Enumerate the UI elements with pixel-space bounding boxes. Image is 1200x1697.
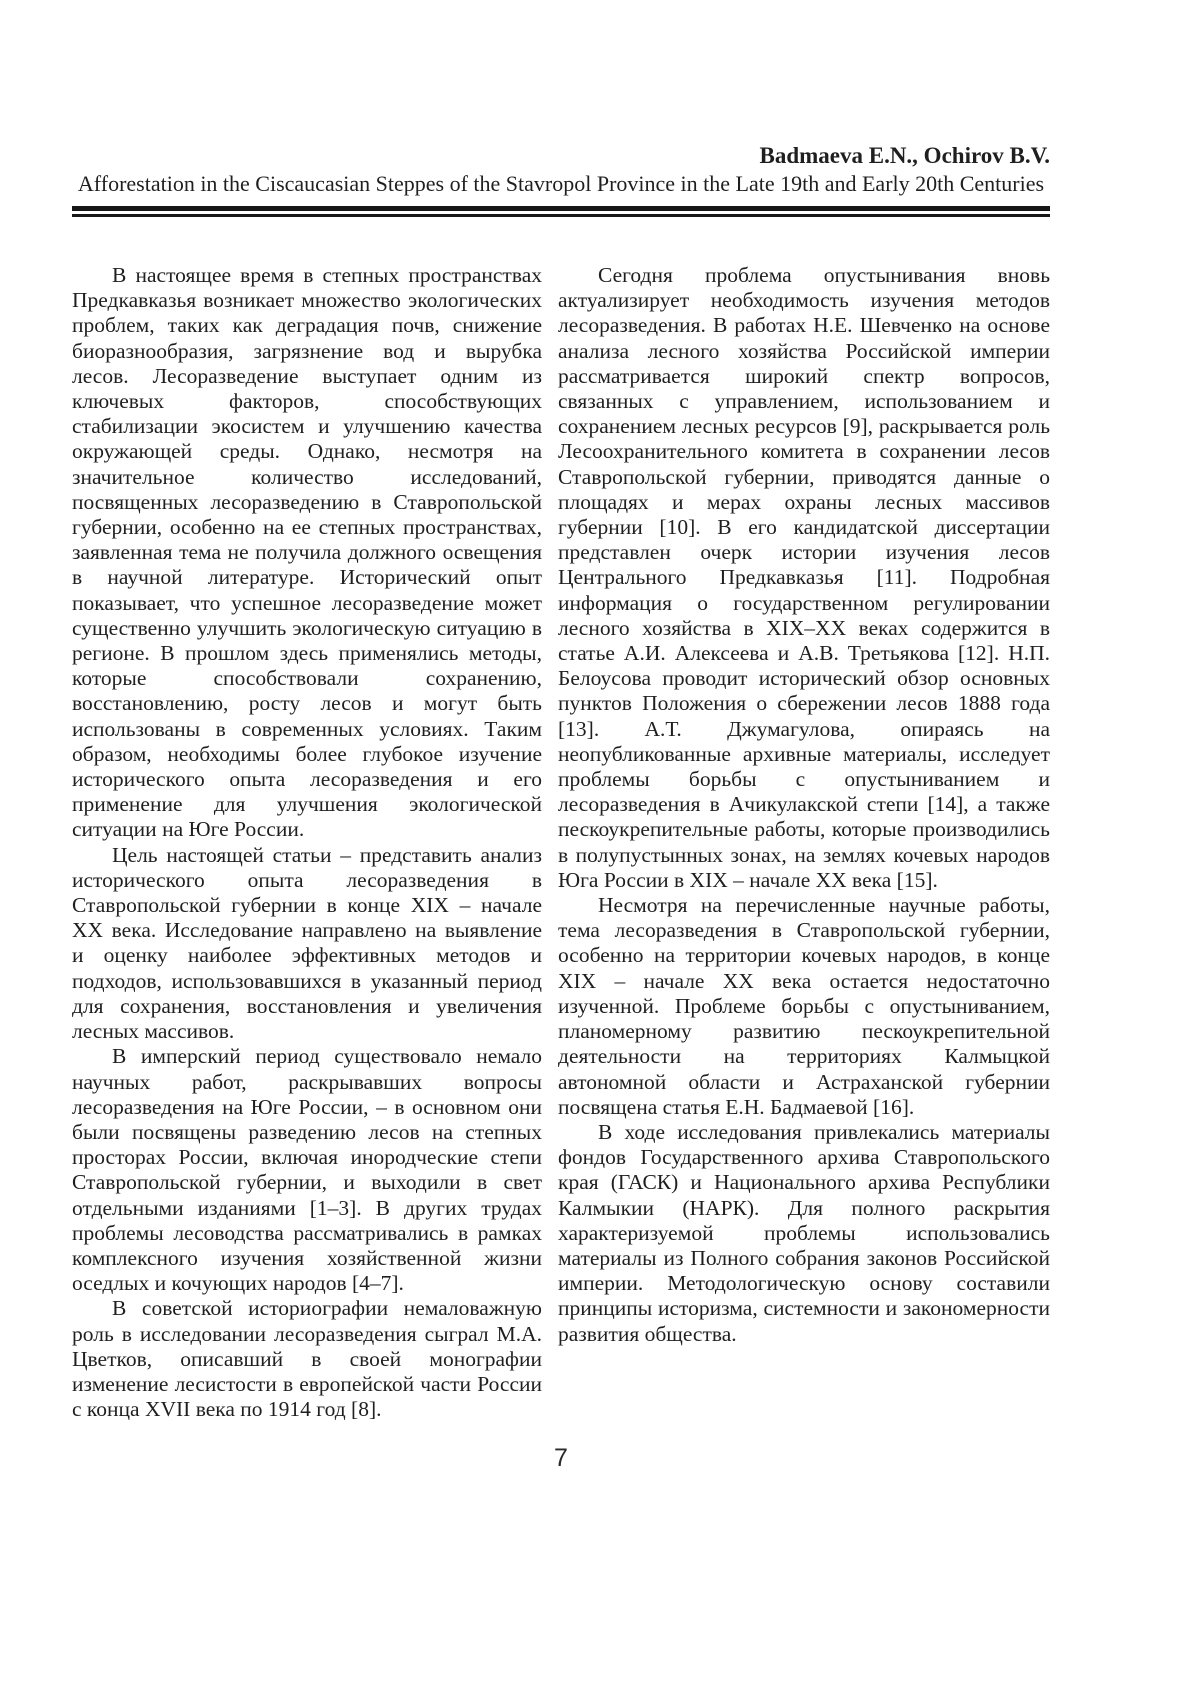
paragraph: Несмотря на перечисленные научные работы, тема лесоразведения в Ставропольской губернии, особенно на территории кочевых народов, в конце XIX – начале XX века остается недостаточно изученной. Проблеме борьбы с опустыниванием, планомерному развитию пескоукрепительной деятельности на территориях Калмыцкой автономной области и Астраханской губернии посвящена статья Е.Н. Бадмаевой [16]. [558,893,1050,1119]
paragraph: В ходе исследования привлекались материалы фондов Государственного архива Ставропольского края (ГАСК) и Национального архива Республики Калмыкии (НАРК). Для полного раскрытия характеризуемой проблемы использовались материалы из Полного собрания законов Российской империи. Методологическую основу составили принципы историзма, системности и закономерности развития общества. [558,1119,1050,1346]
header-double-rule [72,206,1050,217]
text-block [72,0,1050,1422]
running-head-authors: Badmaeva E.N., Ochirov B.V. [759,143,1050,168]
column-right [558,263,1050,1422]
column-left [72,263,542,1422]
page-number: 7 [554,1444,568,1472]
paragraph: В советской историографии немаловажную роль в исследовании лесоразведения сыграл М.А. Цветков, описавший в своей монографии изменение лесистости в европейской части России с конца XVII века по 1914 год [8]. [72,1296,542,1422]
running-head-title: Afforestation in the Ciscaucasian Steppes of the Stavropol Province in the Late 19th and Early 20th Centuries [77,171,1045,196]
running-head [72,0,1050,217]
paragraph: В имперский период существовало немало научных работ, раскрывавших вопросы лесоразведения на Юге России, – в основном они были посвящены разведению лесов на степных просторах России, включая инородческие степи Ставропольской губернии, и выходили в свет отдельными изданиями [1–3]. В других трудах проблемы лесоводства рассматривались в рамках комплексного изучения хозяйственной жизни оседлых и кочующих народов [4–7]. [72,1044,542,1296]
paragraph: Цель настоящей статьи – представить анализ исторического опыта лесоразведения в Ставропольской губернии в конце XIX – начале XX века. Исследование направлено на выявление и оценку наиболее эффективных методов и подходов, использовавшихся в указанный период для сохранения, восстановления и увеличения лесных массивов. [72,842,542,1044]
paragraph: В настоящее время в степных пространствах Предкавказья возникает множество экологических проблем, таких как деградация почв, снижение биоразнообразия, загрязнение вод и вырубка лесов. Лесоразведение выступает одним из ключевых факторов, способствующих стабилизации экосистем и улучшению качества окружающей среды. Однако, несмотря на значительное количество исследований, посвященных лесоразведению в Ставропольской губернии, особенно на ее степных пространствах, заявленная тема не получила должного освещения в научной литературе. Исторический опыт показывает, что успешное лесоразведение может существенно улучшить экологическую ситуацию в регионе. В прошлом здесь применялись методы, которые способствовали сохранению, восстановлению, росту лесов и могут быть использованы в современных условиях. Таким образом, необходимы более глубокое изучение исторического опыта лесоразведения и его применение для улучшения экологической ситуации на Юге России. [72,263,542,842]
article-body [72,263,1050,1422]
paragraph: Сегодня проблема опустынивания вновь актуализирует необходимость изучения методов лесоразведения. В работах Н.Е. Шевченко на основе анализа лесного хозяйства Российской империи рассматривается широкий спектр вопросов, связанных с управлением, использованием и сохранением лесных ресурсов [9], раскрывается роль Лесоохранительного комитета в сохранении лесов Ставропольской губернии, приводятся данные о площадях и мерах охраны лесных массивов губернии [10]. В его кандидатской диссертации представлен очерк истории изучения лесов Центрального Предкавказья [11]. Подробная информация о государственном регулировании лесного хозяйства в XIX–XX веках содержится в статье А.И. Алексеева и А.В. Третьякова [12]. Н.П. Белоусова проводит исторический обзор основных пунктов Положения о сбережении лесов 1888 года [13]. А.Т. Джумагулова, опираясь на неопубликованные архивные материалы, исследует проблемы борьбы с опустыниванием и лесоразведения в Ачикулакской степи [14], а также пескоукрепительные работы, которые производились в полупустынных зонах, на землях кочевых народов Юга России в XIX – начале XX века [15]. [558,263,1050,892]
